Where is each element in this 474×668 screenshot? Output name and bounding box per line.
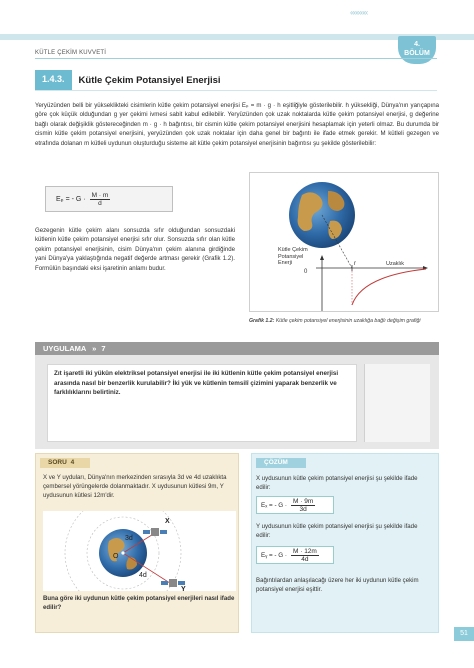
- formula-numerator: M · m: [91, 191, 109, 199]
- solution-x-fraction: [291, 498, 315, 513]
- potential-energy-formula: [45, 186, 173, 212]
- practice-paper: [47, 364, 357, 442]
- label-4d: 4d: [139, 572, 147, 579]
- practice-text: Zıt işaretli iki yükün elektriksel potansiyel enerjisi ile iki kütlenin kütle çekim potansiyel enerjisi arasında nasıl bir benzerlik kurulabilir? İki yük ve kütlenin temsilî çizimini yaparak benzerlik ve farklılıklarını belirtiniz.: [54, 370, 339, 397]
- solution-x-formula: [256, 496, 334, 514]
- satellite-x-icon: [143, 528, 167, 536]
- solution-header: ÇÖZÜM: [256, 458, 306, 468]
- formula-fraction: [90, 192, 111, 207]
- potential-energy-curve: [352, 269, 426, 305]
- section-label: KÜTLE ÇEKİM KUVVETİ: [35, 50, 107, 56]
- solution-x-intro: X uydusunun kütle çekim potansiyel enerjisi şu şekilde ifade edilir:: [256, 475, 418, 492]
- solution-y-formula: [256, 546, 334, 564]
- solution-x-lhs: Eₓ = - G ·: [261, 501, 288, 509]
- solution-conclusion: Bağıntılardan anlaşılacağı üzere her iki uydunun kütle çekim potansiyel enerjisi eşittir.: [256, 577, 419, 594]
- intro-paragraph: Yeryüzünden belli bir yükseklikteki cisimlerin kütle çekim potansiyel enerjisi Eₚ = m · g · h eşitliğiyle gösterilebilir. h yüksekliği, Dünya'nın yarıçapına göre çok küçük olduğundan g yer çekimi ivmesi sabit kabul edilebilir. Yeryüzünden çok uzak noktalarda kütle çekim potansiyel enerjisi, g değerine bağlı olarak değişiklik göstereceğinden m · g · h bağıntısı, bir cismin kütle çekim potansiyel enerjisini hesaplamak için yeterli olmaz. Bu durumda bir cismin kütle çekim potansiyel enerjisini, yeryüzünden çok uzak noktalar için daha genel bir bağıntı ile ifade etmek gerekir. M kütleli gezegen ve etrafında dolanan m kütleli uydunun oluşturduğu sisteme ait kütle çekim potansiyel enerjisinin bağıntısı şu şekilde gösterilebilir:: [35, 102, 439, 147]
- solution-x-denominator: 3d: [299, 505, 307, 513]
- graph-panel: [249, 172, 439, 312]
- graph-y-label: Kütle Çekim Potansiyel Enerji: [278, 247, 308, 266]
- label-o: O: [113, 553, 119, 560]
- chevron-decoration-icon: «««««: [350, 8, 368, 17]
- center-point: [121, 551, 124, 554]
- graph-caption-bold: Grafik 1.2:: [249, 318, 275, 324]
- practice-header: [35, 342, 439, 355]
- solution-y-numerator: M · 12m: [293, 547, 317, 555]
- second-paragraph: Gezegenin kütle çekim alanı sonsuzda sıfır olduğundan sonsuzdaki kütlenin kütle çekim potansiyel enerjisi sıfır olur. Sonsuzda sıfır olan kütle çekim potansiyel enerjisinin, cisim Dünya'nın çekim alanına girdiğinde yani Dünya'ya yaklaştığında negatif değerde artması gerekir (Grafik 1.2). Formülün başındaki eksi işaretinin anlamı budur.: [35, 227, 235, 272]
- graph-origin-label: 0: [304, 269, 308, 275]
- question-label: SORU: [48, 459, 67, 466]
- practice-marker-icon: »: [92, 344, 97, 353]
- practice-label: UYGULAMA: [43, 344, 87, 353]
- question-text: X ve Y uyduları, Dünya'nın merkezinden sırasıyla 3d ve 4d uzaklıkta çembersel yörüngelerde dolanmaktadır. X uydusunun kütlesi 9m, Y uydusunun kütlesi 12m'dir.: [43, 474, 227, 500]
- label-y: Y: [181, 586, 186, 591]
- practice-side-panel: [364, 364, 430, 442]
- label-3d: 3d: [125, 535, 133, 542]
- solution-y-lhs: Eᵧ = - G ·: [261, 551, 287, 559]
- graph-caption-text: Kütle çekim potansiyel enerjisinin uzaklığa bağlı değişim grafiği: [274, 318, 421, 324]
- page-number: 51: [454, 627, 474, 641]
- graph-svg: [250, 173, 440, 313]
- graph-x-label: Uzaklık: [386, 261, 405, 267]
- graph-caption: [249, 318, 439, 326]
- solution-y-fraction: [291, 548, 319, 563]
- practice-number: 7: [101, 344, 106, 353]
- label-x: X: [165, 518, 170, 525]
- formula-denominator: d: [98, 199, 102, 207]
- solution-y-intro: Y uydusunun kütle çekim potansiyel enerjisi şu şekilde ifade edilir:: [256, 523, 418, 540]
- heading-underline: [35, 90, 437, 91]
- chapter-number: 4.: [414, 41, 420, 48]
- formula-lhs: Eₚ = - G ·: [56, 196, 86, 203]
- graph-r-label: r: [354, 261, 356, 267]
- question-figure: [43, 511, 236, 591]
- question-header: [40, 458, 90, 468]
- chapter-badge: [398, 36, 436, 64]
- section-heading: [35, 70, 221, 90]
- orbit-diagram-svg: [43, 511, 236, 591]
- chapter-label: BÖLÜM: [404, 50, 430, 57]
- solution-y-denominator: 4d: [301, 555, 309, 563]
- question-prompt: Buna göre iki uydunun kütle çekim potansiyel enerjileri nasıl ifade edilir?: [43, 595, 235, 612]
- heading-number: 1.4.3.: [35, 70, 72, 90]
- question-number: 4: [70, 459, 75, 466]
- header-rule: [35, 58, 437, 59]
- y-axis-arrow-icon: [320, 255, 324, 260]
- heading-title: Kütle Çekim Potansiyel Enerjisi: [78, 74, 221, 86]
- solution-x-numerator: M · 9m: [293, 497, 314, 505]
